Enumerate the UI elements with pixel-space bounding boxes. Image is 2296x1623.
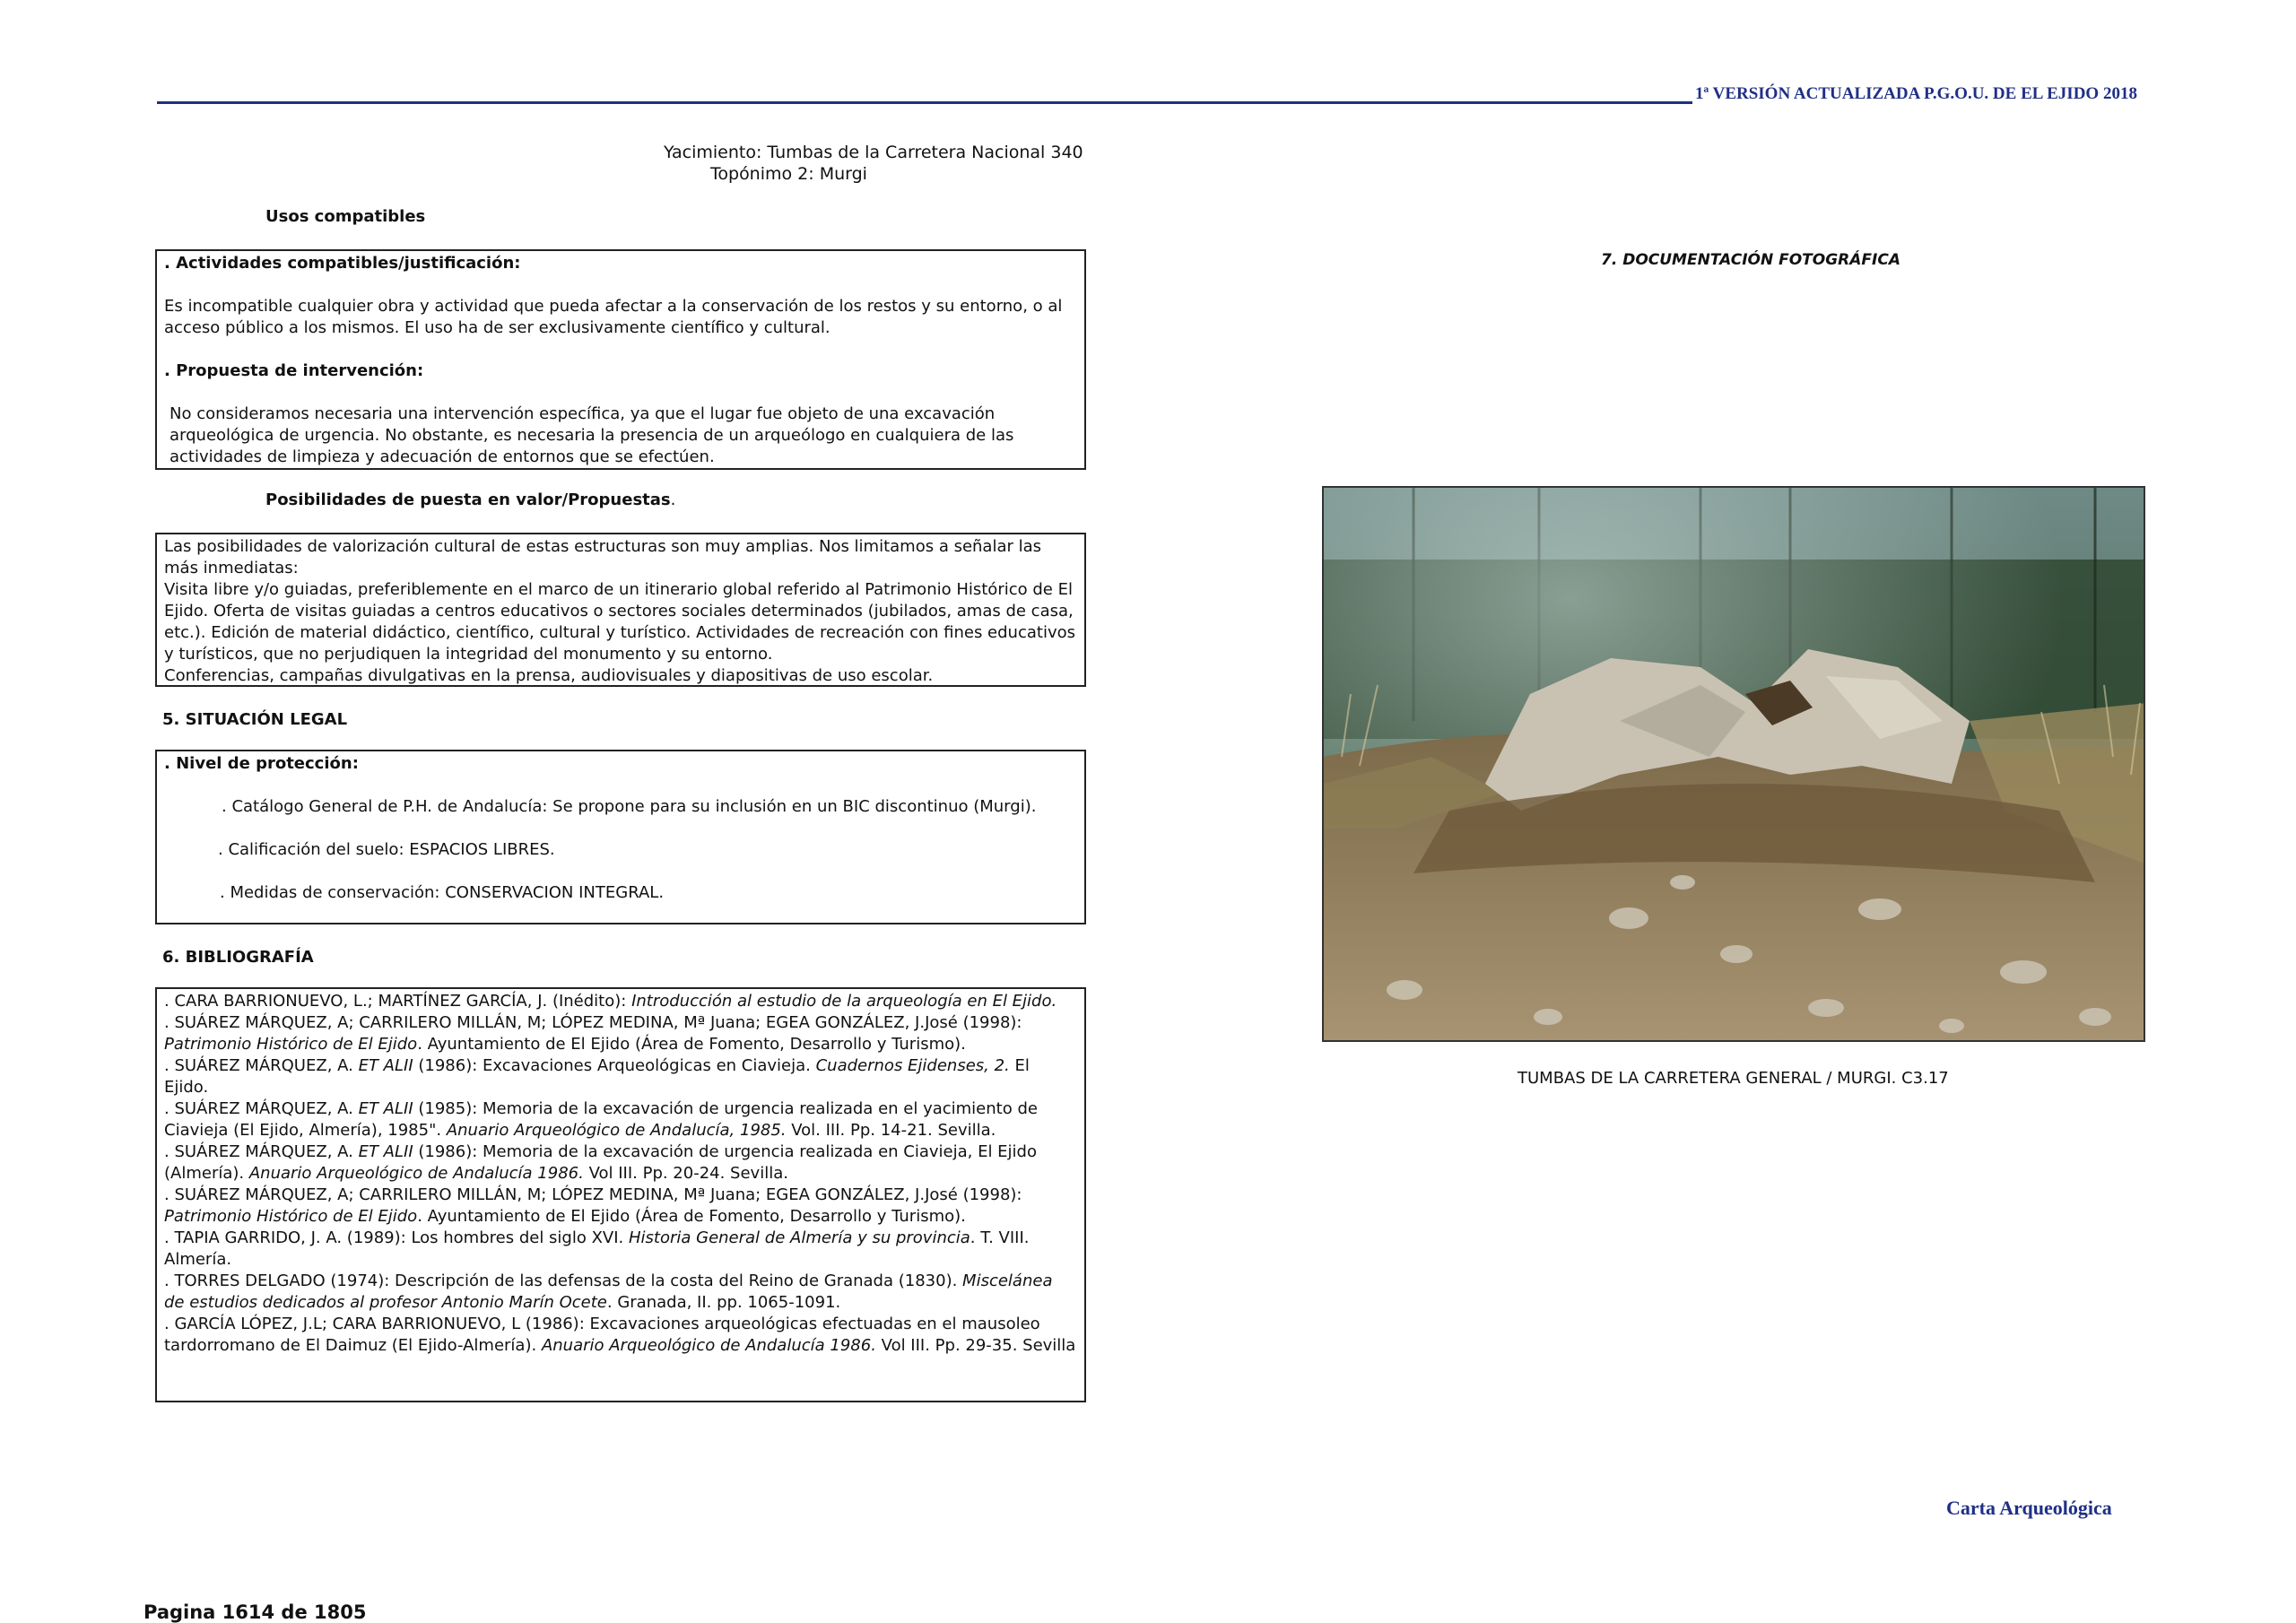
propuesta-text: No consideramos necesaria una intervención específica, ya que el lugar fue objeto de una excavación arqueológica de urgencia. No obstante, es necesaria la presencia de un arqueólogo en cualquiera de las actividades de limpieza y adecuación de entornos que se efectúen.: [170, 404, 1014, 466]
biblio-entry: [164, 1185, 1077, 1228]
propuesta-label: . Propuesta de intervención:: [164, 361, 424, 380]
posibilidades-line-3: Conferencias, campañas divulgativas en la prensa, audiovisuales y diapositivas de uso escolar.: [164, 666, 934, 685]
biblio-box: [155, 987, 1086, 1402]
biblio-entry-run: . TAPIA GARRIDO, J. A. (1989): Los hombres del siglo XVI.: [164, 1228, 629, 1247]
calificacion-line: . Calificación del suelo: ESPACIOS LIBRES.: [218, 840, 555, 859]
legal-heading: 5. SITUACIÓN LEGAL: [162, 710, 348, 729]
page-number: Pagina 1614 de 1805: [144, 1601, 367, 1623]
biblio-entry-run: Cuadernos Ejidenses, 2.: [815, 1056, 1010, 1075]
biblio-entry-run: ET ALII: [358, 1099, 413, 1118]
biblio-entry-run: Patrimonio Histórico de El Ejido: [164, 1207, 418, 1226]
biblio-entry-run: . TORRES DELGADO (1974): Descripción de las defensas de la costa del Reino de Granada (1830).: [164, 1271, 963, 1290]
legal-box: [155, 750, 1086, 924]
biblio-entry-run: . SUÁREZ MÁRQUEZ, A.: [164, 1142, 359, 1161]
biblio-entry: [164, 1141, 1077, 1185]
biblio-entry-run: Historia General de Almería y su provincia: [628, 1228, 970, 1247]
site-photo-image: [1324, 488, 2145, 1042]
biblio-entry-run: . Ayuntamiento de El Ejido (Área de Fomento, Desarrollo y Turismo).: [417, 1035, 966, 1054]
biblio-entry: [164, 1271, 1077, 1314]
biblio-entry: [164, 991, 1077, 1012]
biblio-entry-run: Anuario Arqueológico de Andalucía, 1985.: [446, 1121, 787, 1140]
posibilidades-box: [155, 533, 1086, 687]
posibilidades-line-2: Visita libre y/o guiadas, preferiblemente en el marco de un itinerario global referido al Patrimonio Histórico de El Ejido. Oferta de visitas guiadas a centros educativos o sectores sociales determinados (jubilados, amas de casa, etc.). Edición de material didáctico, científico, cultural y turístico. Actividades de recreación con fines educativos y turísticos, que no perjudiquen la integridad del monumento y su entorno.: [164, 580, 1075, 664]
biblio-entry-run: El Ejido.: [164, 1056, 1030, 1097]
biblio-entry-run: . GARCÍA LÓPEZ, J.L; CARA BARRIONUEVO, L (1986): Excavaciones arqueológicas efectuadas en el mausoleo tardorromano de El Daimuz (El Ejido-Almería).: [164, 1315, 1040, 1355]
biblio-entry: [164, 1012, 1077, 1055]
biblio-list: [164, 991, 1077, 1357]
biblio-entry: [164, 1314, 1077, 1357]
biblio-entry-run: ET ALII: [358, 1142, 413, 1161]
biblio-entry-run: . T. VIII. Almería.: [164, 1228, 1030, 1269]
photo-section-title: 7. DOCUMENTACIÓN FOTOGRÁFICA: [1601, 251, 1900, 269]
biblio-entry-run: . SUÁREZ MÁRQUEZ, A; CARRILERO MILLÁN, M; LÓPEZ MEDINA, Mª Juana; EGEA GONZÁLEZ, J.José (1998):: [164, 1185, 1022, 1204]
posibilidades-heading-suffix: .: [670, 490, 676, 509]
catalogo-line: . Catálogo General de P.H. de Andalucía: Se propone para su inclusión en un BIC discontinuo (Murgi).: [222, 797, 1037, 816]
biblio-entry-run: (1986): Excavaciones Arqueológicas en Ciavieja.: [413, 1056, 816, 1075]
biblio-entry-run: Introducción al estudio de la arqueología en El Ejido.: [631, 992, 1057, 1011]
biblio-entry: [164, 1228, 1077, 1271]
biblio-entry-run: Anuario Arqueológico de Andalucía 1986.: [248, 1164, 584, 1183]
biblio-entry-run: (1985): Memoria de la excavación de urgencia realizada en el yacimiento de Ciavieja (El Ejido, Almería), 1985".: [164, 1099, 1038, 1140]
biblio-entry-run: Vol III. Pp. 29-35. Sevilla: [875, 1336, 1076, 1355]
toponimo-line: Topónimo 2: Murgi: [710, 164, 867, 184]
footer-carta: Carta Arqueológica: [1946, 1497, 2112, 1519]
biblio-heading: 6. BIBLIOGRAFÍA: [162, 948, 314, 967]
biblio-entry: [164, 1055, 1077, 1098]
biblio-entry-run: Anuario Arqueológico de Andalucía 1986.: [541, 1336, 876, 1355]
biblio-entry-run: . SUÁREZ MÁRQUEZ, A.: [164, 1099, 359, 1118]
biblio-entry-run: . Granada, II. pp. 1065-1091.: [606, 1293, 841, 1312]
posibilidades-heading-row: [265, 490, 675, 509]
biblio-entry-run: Patrimonio Histórico de El Ejido: [164, 1035, 418, 1054]
nivel-label: . Nivel de protección:: [164, 754, 359, 773]
posibilidades-line-1: Las posibilidades de valorización cultural de estas estructuras son muy amplias. Nos limitamos a señalar las más inmediatas:: [164, 537, 1042, 577]
biblio-entry-run: . SUÁREZ MÁRQUEZ, A; CARRILERO MILLÁN, M; LÓPEZ MEDINA, Mª Juana; EGEA GONZÁLEZ, J.José (1998):: [164, 1013, 1022, 1032]
photo-caption: TUMBAS DE LA CARRETERA GENERAL / MURGI. C3.17: [1518, 1069, 1949, 1088]
usos-box: [155, 249, 1086, 470]
document-header-title: 1ª VERSIÓN ACTUALIZADA P.G.O.U. DE EL EJIDO 2018: [1695, 84, 2137, 103]
header-rule: [157, 101, 1692, 104]
medidas-line: . Medidas de conservación: CONSERVACION INTEGRAL.: [220, 883, 665, 902]
biblio-entry-run: Vol. III. Pp. 14-21. Sevilla.: [786, 1121, 996, 1140]
biblio-entry-run: . SUÁREZ MÁRQUEZ, A.: [164, 1056, 359, 1075]
biblio-entry: [164, 1098, 1077, 1141]
posibilidades-heading: Posibilidades de puesta en valor/Propuestas: [265, 490, 671, 509]
actividades-label: . Actividades compatibles/justificación:: [164, 254, 521, 273]
actividades-text: Es incompatible cualquier obra y actividad que pueda afectar a la conservación de los restos y su entorno, o al acceso público a los mismos. El uso ha de ser exclusivamente científico y cultural.: [164, 297, 1063, 337]
biblio-entry-run: Miscelánea de estudios dedicados al profesor Antonio Marín Ocete: [164, 1271, 1053, 1312]
site-meta: [664, 142, 1083, 185]
yacimiento-line: Yacimiento: Tumbas de la Carretera Nacional 340: [664, 143, 1083, 162]
biblio-entry-run: . Ayuntamiento de El Ejido (Área de Fomento, Desarrollo y Turismo).: [417, 1207, 966, 1226]
biblio-entry-run: Vol III. Pp. 20-24. Sevilla.: [583, 1164, 788, 1183]
biblio-entry-run: ET ALII: [358, 1056, 413, 1075]
biblio-entry-run: . CARA BARRIONUEVO, L.; MARTÍNEZ GARCÍA, J. (Inédito):: [164, 992, 632, 1011]
site-photo: [1322, 486, 2145, 1042]
biblio-entry-run: (1986): Memoria de la excavación de urgencia realizada en Ciavieja, El Ejido (Almería).: [164, 1142, 1037, 1183]
usos-heading: Usos compatibles: [265, 207, 426, 226]
